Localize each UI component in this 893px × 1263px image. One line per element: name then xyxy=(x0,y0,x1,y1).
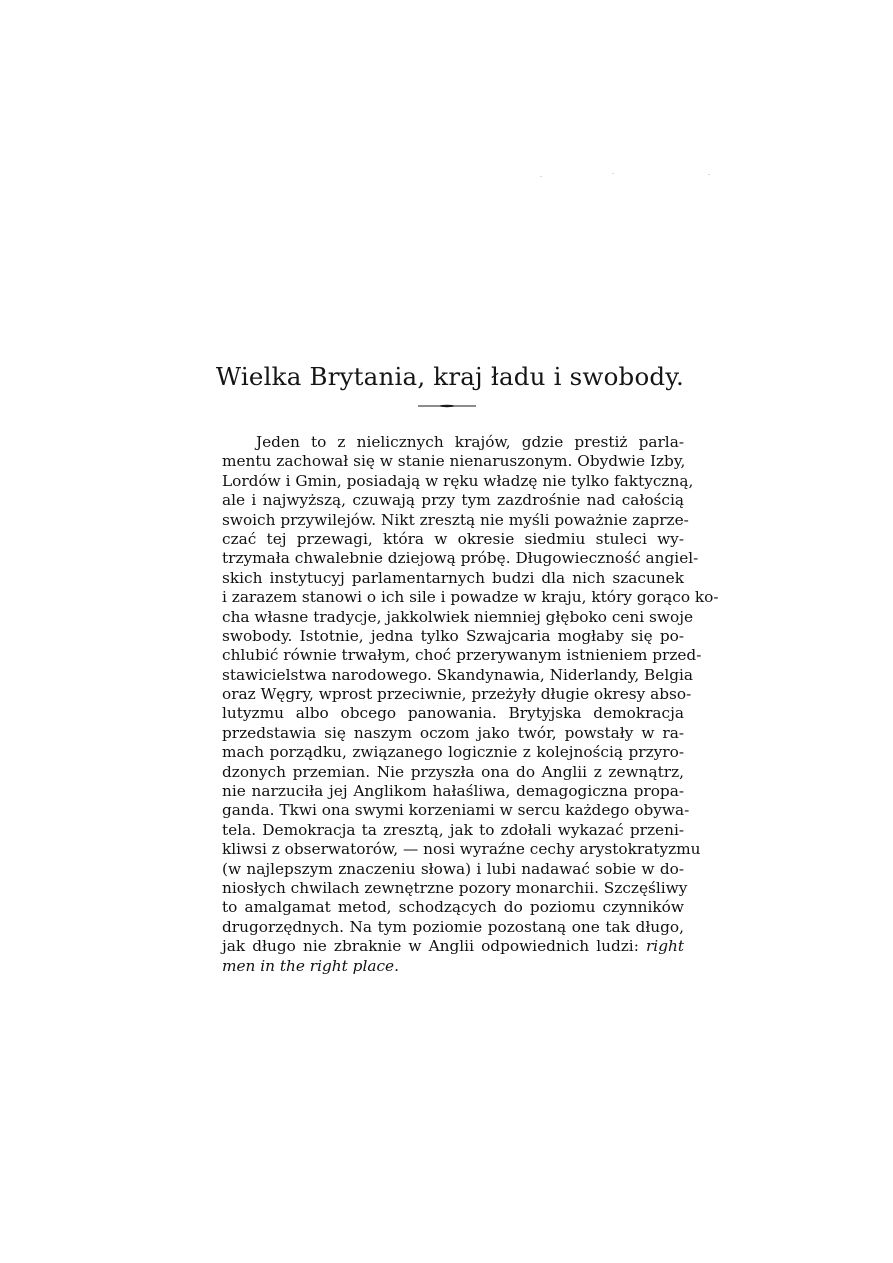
paragraph-line: ganda. Tkwi ona swymi korzeniami w sercu każdego obywa- xyxy=(222,801,690,820)
paragraph-line: i zarazem stanowi o ich sile i powadze w kraju, który gorąco ko- xyxy=(222,588,719,607)
paragraph-line: (w najlepszym znaczeniu słowa) i lubi nadawać sobie w do- xyxy=(222,859,684,878)
paper-speck xyxy=(708,174,710,175)
paragraph-line: lutyzmu albo obcego panowania. Brytyjska demokracja xyxy=(222,704,684,723)
paragraph-line-text: jak długo nie zbraknie w Anglii odpowiednich ludzi: xyxy=(222,937,639,956)
paper-speck xyxy=(540,176,542,177)
paragraph-line: drugorzędnych. Na tym poziomie pozostaną one tak długo, xyxy=(222,917,684,936)
paragraph-line xyxy=(222,937,684,956)
paragraph-line: skich instytucyj parlamentarnych budzi dla nich szacunek xyxy=(222,568,684,587)
paragraph-line: trzymała chwalebnie dziejową próbę. Długowieczność angiel- xyxy=(222,549,699,568)
paragraph-line: dzonych przemian. Nie przyszła ona do Anglii z zewnątrz, xyxy=(222,762,684,781)
body-paragraph xyxy=(222,433,719,976)
paragraph-line: ale i najwyższą, czuwają przy tym zazdrośnie nad całością xyxy=(222,491,684,510)
paper-speck xyxy=(612,173,614,174)
paragraph-line: stawicielstwa narodowego. Skandynawia, Niderlandy, Belgia xyxy=(222,665,694,684)
paragraph-line: mentu zachował się w stanie nienaruszonym. Obydwie Izby, xyxy=(222,452,686,471)
paragraph-line: swoich przywilejów. Nikt zresztą nie myśli poważnie zaprze- xyxy=(222,510,689,529)
paragraph-line: kliwsi z obserwatorów, — nosi wyraźne cechy arystokratyzmu xyxy=(222,840,701,859)
chapter-title: Wielka Brytania, kraj ładu i swobody. xyxy=(215,362,685,391)
paragraph-line: Lordów i Gmin, posiadają w ręku władzę nie tylko faktyczną, xyxy=(222,471,694,490)
paragraph-line: nie narzuciła jej Anglikom hałaśliwa, demagogiczna propa- xyxy=(222,782,684,801)
italic-phrase: men in the right place. xyxy=(222,956,399,975)
italic-phrase: right xyxy=(645,937,684,956)
paragraph-line: chlubić równie trwałym, choć przerywanym istnieniem przed- xyxy=(222,646,702,665)
paragraph-line: oraz Węgry, wprost przeciwnie, przeżyły długie okresy abso- xyxy=(222,685,692,704)
paragraph-line: cha własne tradycje, jakkolwiek niemniej głęboko ceni swoje xyxy=(222,607,693,626)
paragraph-line: to amalgamat metod, schodzących do poziomu czynników xyxy=(222,898,684,917)
paragraph-line: Jeden to z nielicznych krajów, gdzie prestiż parla- xyxy=(256,433,684,451)
paragraph-line: swobody. Istotnie, jedna tylko Szwajcaria mogłaby się po- xyxy=(222,626,684,645)
paragraph-line: przedstawia się naszym oczom jako twór, powstały w ra- xyxy=(222,723,684,742)
paragraph-line: niosłych chwilach zewnętrzne pozory monarchii. Szczęśliwy xyxy=(222,878,688,897)
title-ornament-rule xyxy=(418,403,476,409)
paragraph-line: czać tej przewagi, która w okresie siedmiu stuleci wy- xyxy=(222,529,684,548)
paragraph-line: mach porządku, związanego logicznie z kolejnością przyro- xyxy=(222,743,684,762)
paragraph-line: tela. Demokracja ta zresztą, jak to zdołali wykazać przeni- xyxy=(222,820,684,839)
paragraph-last-line xyxy=(222,957,684,976)
